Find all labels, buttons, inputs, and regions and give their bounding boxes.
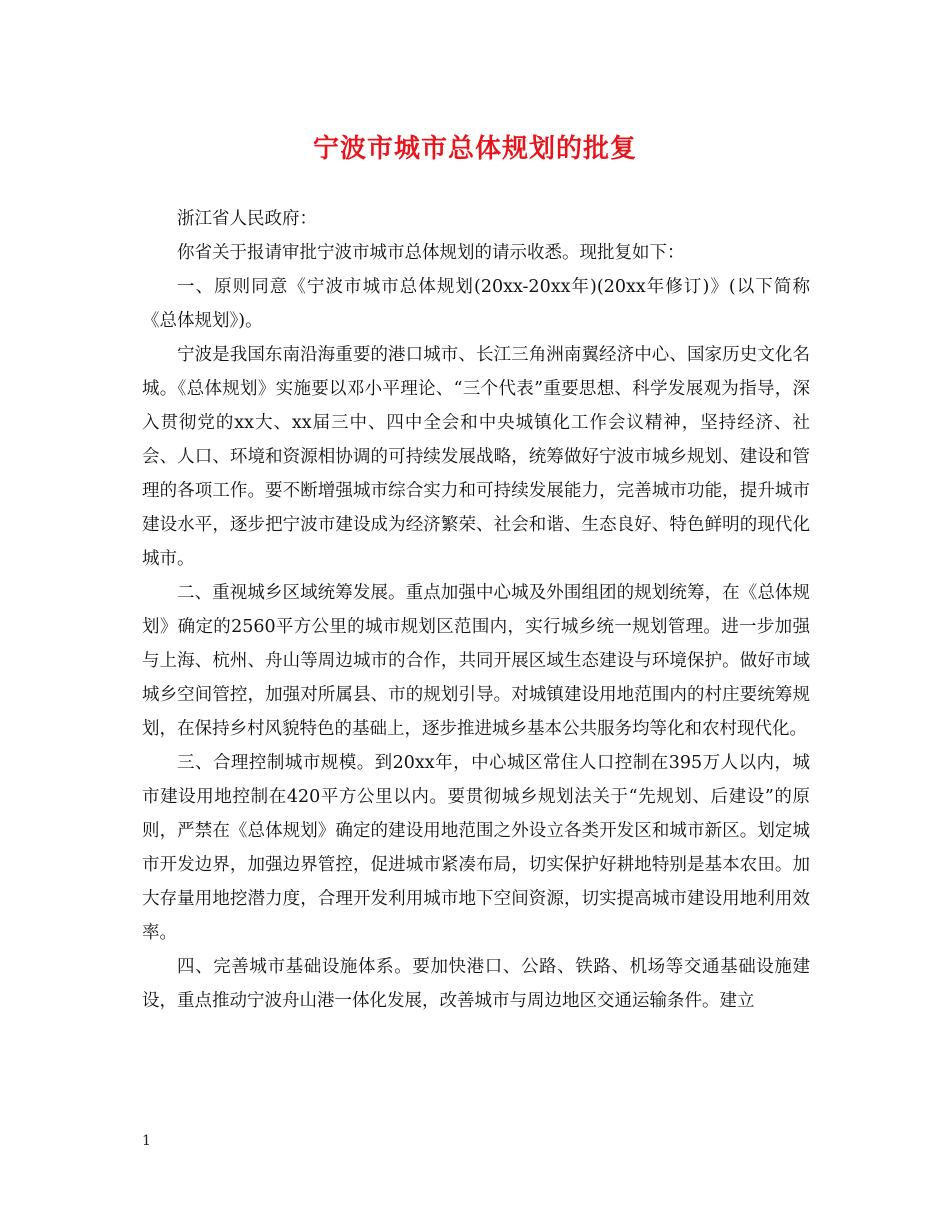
paragraph: 三、合理控制城市规模。到20xx年，中心城区常住人口控制在395万人以内，城市建设用地控制在420平方公里以内。要贯彻城乡规划法关于“先规划、后建设”的原则，严禁在《总体规划》确定的建设用地范围之外设立各类开发区和城市新区。划定城市开发边界，加强边界管控，促进城市紧凑布局，切实保护好耕地特别是基本农田。加大存量用地挖潜力度，合理开发利用城市地下空间资源，切实提高城市建设用地利用效率。 bbox=[142, 753, 810, 943]
paragraph: 宁波是我国东南沿海重要的港口城市、长江三角洲南翼经济中心、国家历史文化名城。《总体规划》实施要以邓小平理论、“三个代表”重要思想、科学发展观为指导，深入贯彻党的xx大、xx届三中、四中全会和中央城镇化工作会议精神，坚持经济、社会、人口、环境和资源相协调的可持续发展战略，统筹做好宁波市城乡规划、建设和管理的各项工作。要不断增强城市综合实力和可持续发展能力，完善城市功能，提升城市建设水平，逐步把宁波市建设成为经济繁荣、社会和谐、生态良好、特色鲜明的现代化城市。 bbox=[142, 345, 810, 569]
page-number: 1 bbox=[142, 1133, 151, 1149]
document-title: 宁波市城市总体规划的批复 bbox=[312, 134, 637, 164]
paragraph: 二、重视城乡区域统筹发展。重点加强中心城及外围组团的规划统筹，在《总体规划》确定的2560平方公里的城市规划区范围内，实行城乡统一规划管理。进一步加强与上海、杭州、舟山等周边城市的合作，共同开展区域生态建设与环境保护。做好市域城乡空间管控，加强对所属县、市的规划引导。对城镇建设用地范围内的村庄要统筹规划，在保持乡村风貌特色的基础上，逐步推进城乡基本公共服务均等化和农村现代化。 bbox=[142, 583, 810, 739]
paragraph: 你省关于报请审批宁波市城市总体规划的请示收悉。现批复如下： bbox=[177, 243, 685, 263]
paragraph: 四、完善城市基础设施体系。要加快港口、公路、铁路、机场等交通基础设施建设，重点推动宁波舟山港一体化发展，改善城市与周边地区交通运输条件。建立 bbox=[142, 957, 810, 1011]
paragraph: 一、原则同意《宁波市城市总体规划(20xx-20xx年)(20xx年修订)》(以下简称《总体规划》)。 bbox=[142, 277, 810, 331]
document-body bbox=[142, 202, 810, 1018]
salutation: 浙江省人民政府： bbox=[177, 209, 317, 229]
